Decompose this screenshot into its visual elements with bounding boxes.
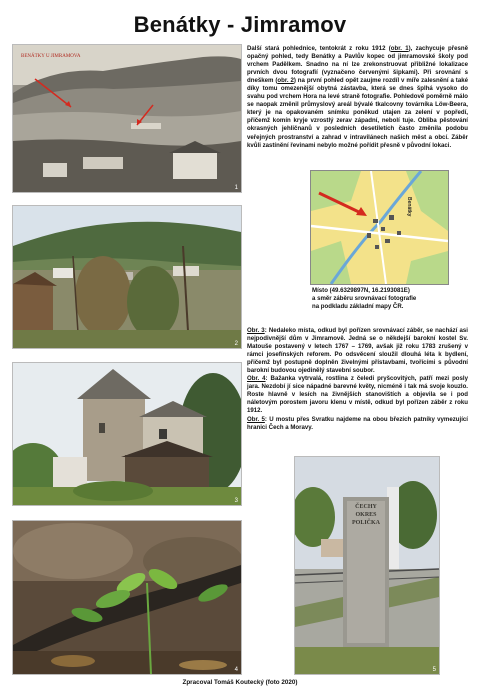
map-caption-coords: Místo (49.6329897N, 16.2193081E) — [312, 287, 410, 294]
map-caption-source: na podkladu základní mapy ČR. — [312, 303, 404, 310]
stone-line-okres: OKRES — [355, 512, 377, 518]
figure-descriptions — [247, 327, 468, 432]
obr5-paragraph — [247, 416, 468, 432]
intro-paragraph — [247, 45, 468, 150]
text-run: : Bažanka vytrvalá, rostlina z čeledi pryšcovitých, patří mezi posly jara. Nezdobí jí sice nápadné barevné květy, nicméně i tak má svoje kouzlo. Roste hlavně v lesích na živnějších stanovištích a objevila se i pod náletovým porostem javoru klenu v místě, odkud byl pořízen záběr z roku 1912. — [247, 375, 468, 415]
photo-number: 3 — [234, 498, 238, 504]
figure-reference: obr. 2 — [277, 77, 294, 85]
page-title: Benátky - Jimramov — [133, 12, 347, 37]
map-caption-direction: a směr záběru srovnávací fotografie — [312, 295, 417, 302]
figure-reference: obr. 1 — [390, 45, 409, 52]
photo-plant-mercurialis — [12, 520, 242, 675]
postcard-photo-1912 — [12, 44, 242, 193]
postcard-caption: BENÁTKY U JIMRAMOVA — [21, 54, 81, 59]
text-run: ), zachycuje přesně opačný pohled, tedy Benátky a Pavlův kopec od jimramovské školy pod vrchem Padělkem. Snadno na ní lze zrekonstruovat přibližné lokalizace prvních dvou fotografií (vyznačeno červenými šipkami). Při srovnání s dneškem ( — [247, 45, 468, 85]
text-run: Další stará pohlednice, tentokrát z roku 1912 ( — [247, 45, 391, 52]
photo-number: 4 — [234, 667, 238, 673]
photo-village-today — [12, 205, 242, 349]
obr4-paragraph — [247, 375, 468, 415]
figure-reference: Obr. 4 — [247, 375, 266, 383]
footer-credit: Zpracoval Tomáš Koutecký (foto 2020) — [182, 679, 298, 686]
photo-number: 2 — [234, 341, 238, 347]
text-run: : U mostu přes Svratku najdeme na obou březích patníky vymezující hranici Čech a Moravy. — [247, 415, 468, 431]
photo-number: 5 — [432, 667, 436, 673]
photo-number: 1 — [234, 185, 238, 191]
stone-inscription — [345, 503, 387, 527]
obr3-paragraph — [247, 327, 468, 375]
map-caption — [312, 287, 447, 311]
photo-boundary-stone — [294, 456, 440, 675]
figure-reference: Obr. 5 — [247, 415, 265, 423]
figure-reference: Obr. 3 — [247, 327, 265, 334]
text-run: ) na první pohled opět zaujme rozdíl v míře zalesnění a také díky tomu omezenější obytná zástavba, která se dnes šplhá vysoko do svahu pod vrchem Hora na levé straně fotografie. Pohledově poměrně málo se naopak změnil průmyslový areál bývalé tkalcovny továrníka Löw-Beera, který je na opakovaném snímku poněkud utajen za zelení v popředí, přičemž komín kryje vzrostlý zerav západní, nebolí tuje. Obliba pěstování okrasných jehličnanů v posledních desetiletích často změnila podobu veřejných prostranství a zahrad v intravilánech našich měst a obcí. Záběr kvůli zastínění řevinami nebylo možné pořídit přesně v původní lokaci. — [247, 77, 468, 149]
stone-line-policka: POLIČKA — [351, 520, 380, 526]
map-label-benatky: Benátky — [406, 197, 412, 217]
text-run: : Nedaleko místa, odkud byl pořízen srovnávací záběr, se nachází asi nejpodivnější dům v Jimramově. Jedná se o někdejší barokní kostel Sv. Matouše postavený v letech 1767 – 1769, avšak již roku 1783 zrušený v rámci josefínských reforem. Po odsvěcení sloužil dlouhá léta k bydlení, přičemž byl postupně doplněn živelnými přístavbami, tvořícími s původní barokní budovou ojedinělý stavební soubor. — [247, 327, 469, 375]
photo-church-house — [12, 362, 242, 506]
stone-line-cechy: ČECHY — [355, 504, 377, 510]
location-map — [310, 170, 449, 285]
